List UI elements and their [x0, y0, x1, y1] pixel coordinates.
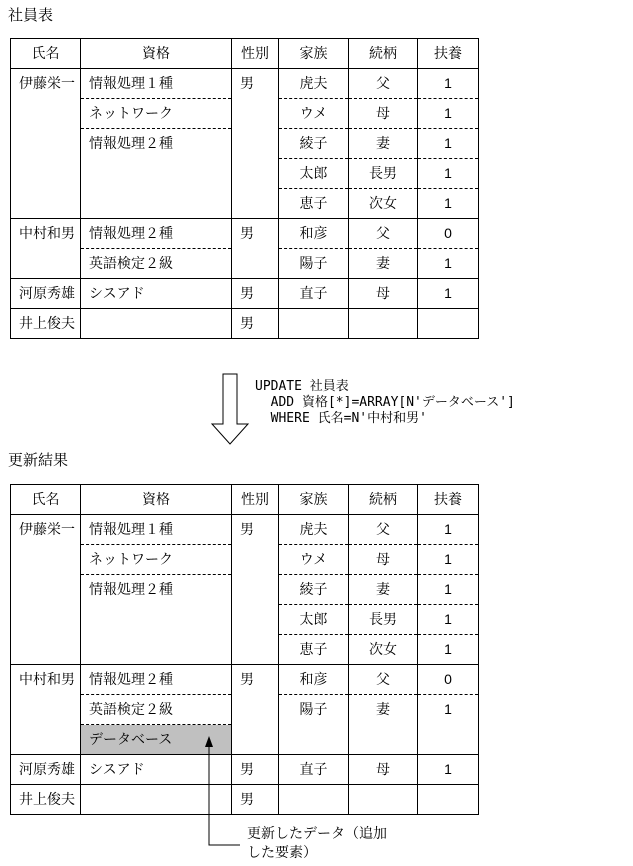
dependents-cell	[418, 725, 479, 755]
table-row	[11, 515, 479, 545]
dependents-cell: 1	[418, 695, 479, 725]
qualification-cell: シスアド	[81, 755, 232, 785]
dependents-cell: 1	[418, 249, 479, 279]
family-member-cell	[279, 309, 349, 339]
relation-cell: 母	[349, 545, 418, 575]
family-member-cell: 恵子	[279, 635, 349, 665]
column-header: 性別	[232, 485, 279, 515]
family-member-cell: 太郎	[279, 159, 349, 189]
family-member-cell	[279, 725, 349, 755]
dependents-cell: 1	[418, 605, 479, 635]
relation-cell: 父	[349, 515, 418, 545]
dependents-cell: 1	[418, 189, 479, 219]
table-row	[11, 219, 479, 249]
relation-cell: 長男	[349, 605, 418, 635]
family-member-cell: ウメ	[279, 99, 349, 129]
family-member-cell: 虎夫	[279, 515, 349, 545]
dependents-cell: 1	[418, 99, 479, 129]
family-member-cell: 陽子	[279, 695, 349, 725]
column-header: 家族	[279, 485, 349, 515]
dependents-cell: 1	[418, 515, 479, 545]
dependents-cell: 1	[418, 545, 479, 575]
relation-cell: 妻	[349, 695, 418, 725]
annotation-arrow-icon	[200, 730, 245, 850]
family-member-cell: ウメ	[279, 545, 349, 575]
column-header: 資格	[81, 39, 232, 69]
column-header: 資格	[81, 485, 232, 515]
relation-cell: 父	[349, 219, 418, 249]
name-cell: 井上俊夫	[11, 785, 81, 815]
dependents-cell: 0	[418, 219, 479, 249]
qualification-cell: 情報処理２種	[81, 129, 232, 159]
family-member-cell: 恵子	[279, 189, 349, 219]
dependents-cell: 1	[418, 69, 479, 99]
gender-cell: 男	[232, 69, 279, 219]
qualification-cell: 情報処理２種	[81, 575, 232, 605]
name-cell: 中村和男	[11, 219, 81, 279]
column-header: 扶養	[418, 39, 479, 69]
dependents-cell: 1	[418, 159, 479, 189]
table-after-title: 更新結果	[8, 452, 69, 469]
table-row	[11, 665, 479, 695]
relation-cell: 母	[349, 99, 418, 129]
sql-line: UPDATE 社員表	[255, 379, 349, 394]
table-row	[11, 69, 479, 99]
annotation-label	[247, 824, 387, 862]
name-cell: 河原秀雄	[11, 279, 81, 309]
gender-cell: 男	[232, 785, 279, 815]
name-cell: 伊藤栄一	[11, 515, 81, 665]
sql-line: WHERE 氏名=N'中村和男'	[255, 411, 427, 426]
relation-cell: 妻	[349, 575, 418, 605]
relation-cell: 母	[349, 755, 418, 785]
added-data-cell: データベース	[81, 725, 232, 755]
family-member-cell: 直子	[279, 279, 349, 309]
qualification-cell	[81, 635, 232, 665]
header-row	[11, 485, 479, 515]
qualification-cell: ネットワーク	[81, 99, 232, 129]
qualification-cell: 情報処理２種	[81, 219, 232, 249]
name-cell: 伊藤栄一	[11, 69, 81, 219]
relation-cell: 妻	[349, 129, 418, 159]
qualification-cell	[81, 605, 232, 635]
column-header: 扶養	[418, 485, 479, 515]
relation-cell: 父	[349, 665, 418, 695]
family-member-cell: 綾子	[279, 129, 349, 159]
employee-table-before	[10, 38, 479, 339]
name-cell: 河原秀雄	[11, 755, 81, 785]
annotation-label-line: 更新したデータ（追加	[247, 825, 387, 841]
relation-cell	[349, 309, 418, 339]
name-cell: 井上俊夫	[11, 309, 81, 339]
gender-cell: 男	[232, 309, 279, 339]
sql-line: ADD 資格[*]=ARRAY[N'データベース']	[255, 395, 515, 410]
header-row	[11, 39, 479, 69]
qualification-cell: 英語検定２級	[81, 695, 232, 725]
qualification-cell: 英語検定２級	[81, 249, 232, 279]
table-row	[11, 279, 479, 309]
qualification-cell	[81, 189, 232, 219]
dependents-cell	[418, 785, 479, 815]
dependents-cell: 1	[418, 129, 479, 159]
qualification-cell: 情報処理１種	[81, 69, 232, 99]
family-member-cell: 綾子	[279, 575, 349, 605]
relation-cell: 妻	[349, 249, 418, 279]
family-member-cell: 太郎	[279, 605, 349, 635]
dependents-cell: 1	[418, 755, 479, 785]
table-before-title: 社員表	[8, 7, 54, 24]
qualification-cell	[81, 159, 232, 189]
family-member-cell	[279, 785, 349, 815]
dependents-cell: 0	[418, 665, 479, 695]
relation-cell: 次女	[349, 635, 418, 665]
annotation-label-line: した要素）	[247, 844, 317, 860]
gender-cell: 男	[232, 665, 279, 755]
gender-cell: 男	[232, 755, 279, 785]
column-header: 続柄	[349, 485, 418, 515]
down-arrow-icon	[205, 370, 260, 450]
update-statement	[255, 379, 515, 427]
qualification-cell: ネットワーク	[81, 545, 232, 575]
gender-cell: 男	[232, 279, 279, 309]
relation-cell: 父	[349, 69, 418, 99]
relation-cell: 長男	[349, 159, 418, 189]
relation-cell: 母	[349, 279, 418, 309]
relation-cell	[349, 785, 418, 815]
name-cell: 中村和男	[11, 665, 81, 755]
qualification-cell: 情報処理１種	[81, 515, 232, 545]
dependents-cell: 1	[418, 279, 479, 309]
table-row	[11, 309, 479, 339]
dependents-cell: 1	[418, 575, 479, 605]
qualification-cell: シスアド	[81, 279, 232, 309]
column-header: 性別	[232, 39, 279, 69]
family-member-cell: 陽子	[279, 249, 349, 279]
column-header: 氏名	[11, 485, 81, 515]
qualification-cell: 情報処理２種	[81, 665, 232, 695]
relation-cell: 次女	[349, 189, 418, 219]
family-member-cell: 和彦	[279, 665, 349, 695]
family-member-cell: 直子	[279, 755, 349, 785]
column-header: 氏名	[11, 39, 81, 69]
relation-cell	[349, 725, 418, 755]
column-header: 家族	[279, 39, 349, 69]
gender-cell: 男	[232, 515, 279, 665]
family-member-cell: 和彦	[279, 219, 349, 249]
dependents-cell: 1	[418, 635, 479, 665]
qualification-cell	[81, 309, 232, 339]
family-member-cell: 虎夫	[279, 69, 349, 99]
gender-cell: 男	[232, 219, 279, 279]
column-header: 続柄	[349, 39, 418, 69]
dependents-cell	[418, 309, 479, 339]
